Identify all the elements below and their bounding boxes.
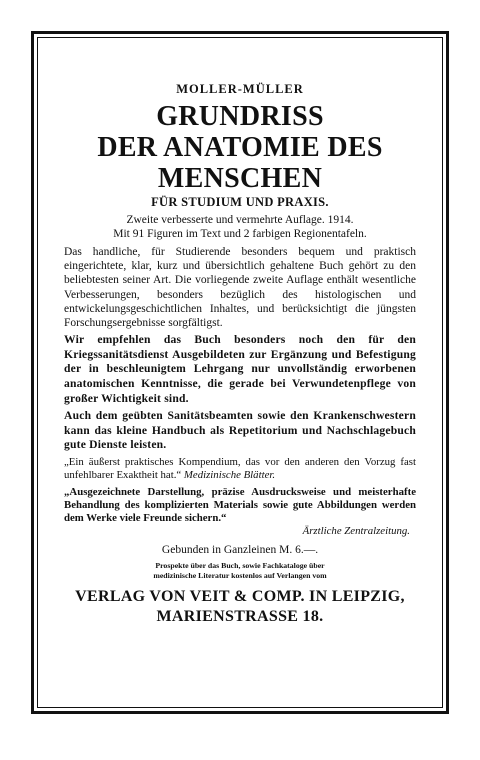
- price: Gebunden in Ganzleinen M. 6.—.: [161, 544, 319, 557]
- publisher-line: VERLAG VON VEIT & COMP. IN LEIPZIG,: [75, 588, 405, 606]
- book-title: [64, 101, 416, 194]
- prospect-line: Prospekte über das Buch, sowie Fachkataloge über: [155, 561, 325, 571]
- quote-text: „Ausgezeichnete Darstellung, präzise Ausdrucksweise und meisterhafte Behandlung des komplizierten Materials sowie gute Abbildungen werden dem Werke viele Freunde sichern.“: [64, 485, 416, 525]
- publisher: [64, 587, 416, 627]
- quote-source: Ärztliche Zentralzeitung.: [302, 525, 410, 538]
- review-quote-2: [64, 486, 416, 526]
- advertisement: [64, 82, 416, 627]
- description-paragraph: Das handliche, für Studierende besonders bequem und praktisch eingerichtete, klar, kurz und übersichtlich gehaltene Buch gehört zu den beliebtesten seiner Art. Die vorliegende zweite Auflage enthält wesentliche Verbesserungen, besonders bezüglich des histologischen und entwickelungsgeschichtlichen Inhaltes, und berücksichtigt die jüngsten Forschungsergebnisse sorgfältigst.: [64, 246, 416, 330]
- subtitle: FÜR STUDIUM UND PRAXIS.: [151, 195, 329, 209]
- edition-line: Zweite verbesserte und vermehrte Auflage. 1914.: [126, 214, 354, 226]
- prospect-note: [64, 561, 416, 581]
- title-line: DER ANATOMIE DES: [97, 132, 383, 163]
- edition-info: [64, 213, 416, 241]
- publisher-address: MARIENSTRASSE 18.: [156, 608, 324, 626]
- quote-source: Medizinische Blätter.: [183, 469, 276, 482]
- title-line: MENSCHEN: [157, 163, 323, 194]
- author: MOLLER-MÜLLER: [176, 82, 304, 96]
- quote-text: „Ein äußerst praktisches Kompendium, das vor den anderen den Vorzug fast unfehlbarer Exaktheit hat.“: [64, 455, 416, 482]
- prospect-line: medizinische Literatur kostenlos auf Verlangen vom: [153, 571, 327, 581]
- nurse-paragraph: Auch dem geübten Sanitätsbeamten sowie den Krankenschwestern kann das kleine Handbuch als Repetitorium und Nachschlagebuch gute Dienste leisten.: [64, 409, 416, 452]
- title-line: GRUNDRISS: [156, 101, 324, 132]
- edition-line: Mit 91 Figuren im Text und 2 farbigen Regionentafeln.: [113, 228, 367, 240]
- review-quote-1: [64, 456, 416, 483]
- recommendation-paragraph: Wir empfehlen das Buch besonders noch den für den Kriegssanitätsdienst Ausgebildeten zur Ergänzung und Befestigung der in beschleunigtem Lehrgang nur unvollständig erworbenen anatomischen Kenntnisse, die gerade bei Verwundetenpflege von großer Wichtigkeit sind.: [64, 333, 416, 405]
